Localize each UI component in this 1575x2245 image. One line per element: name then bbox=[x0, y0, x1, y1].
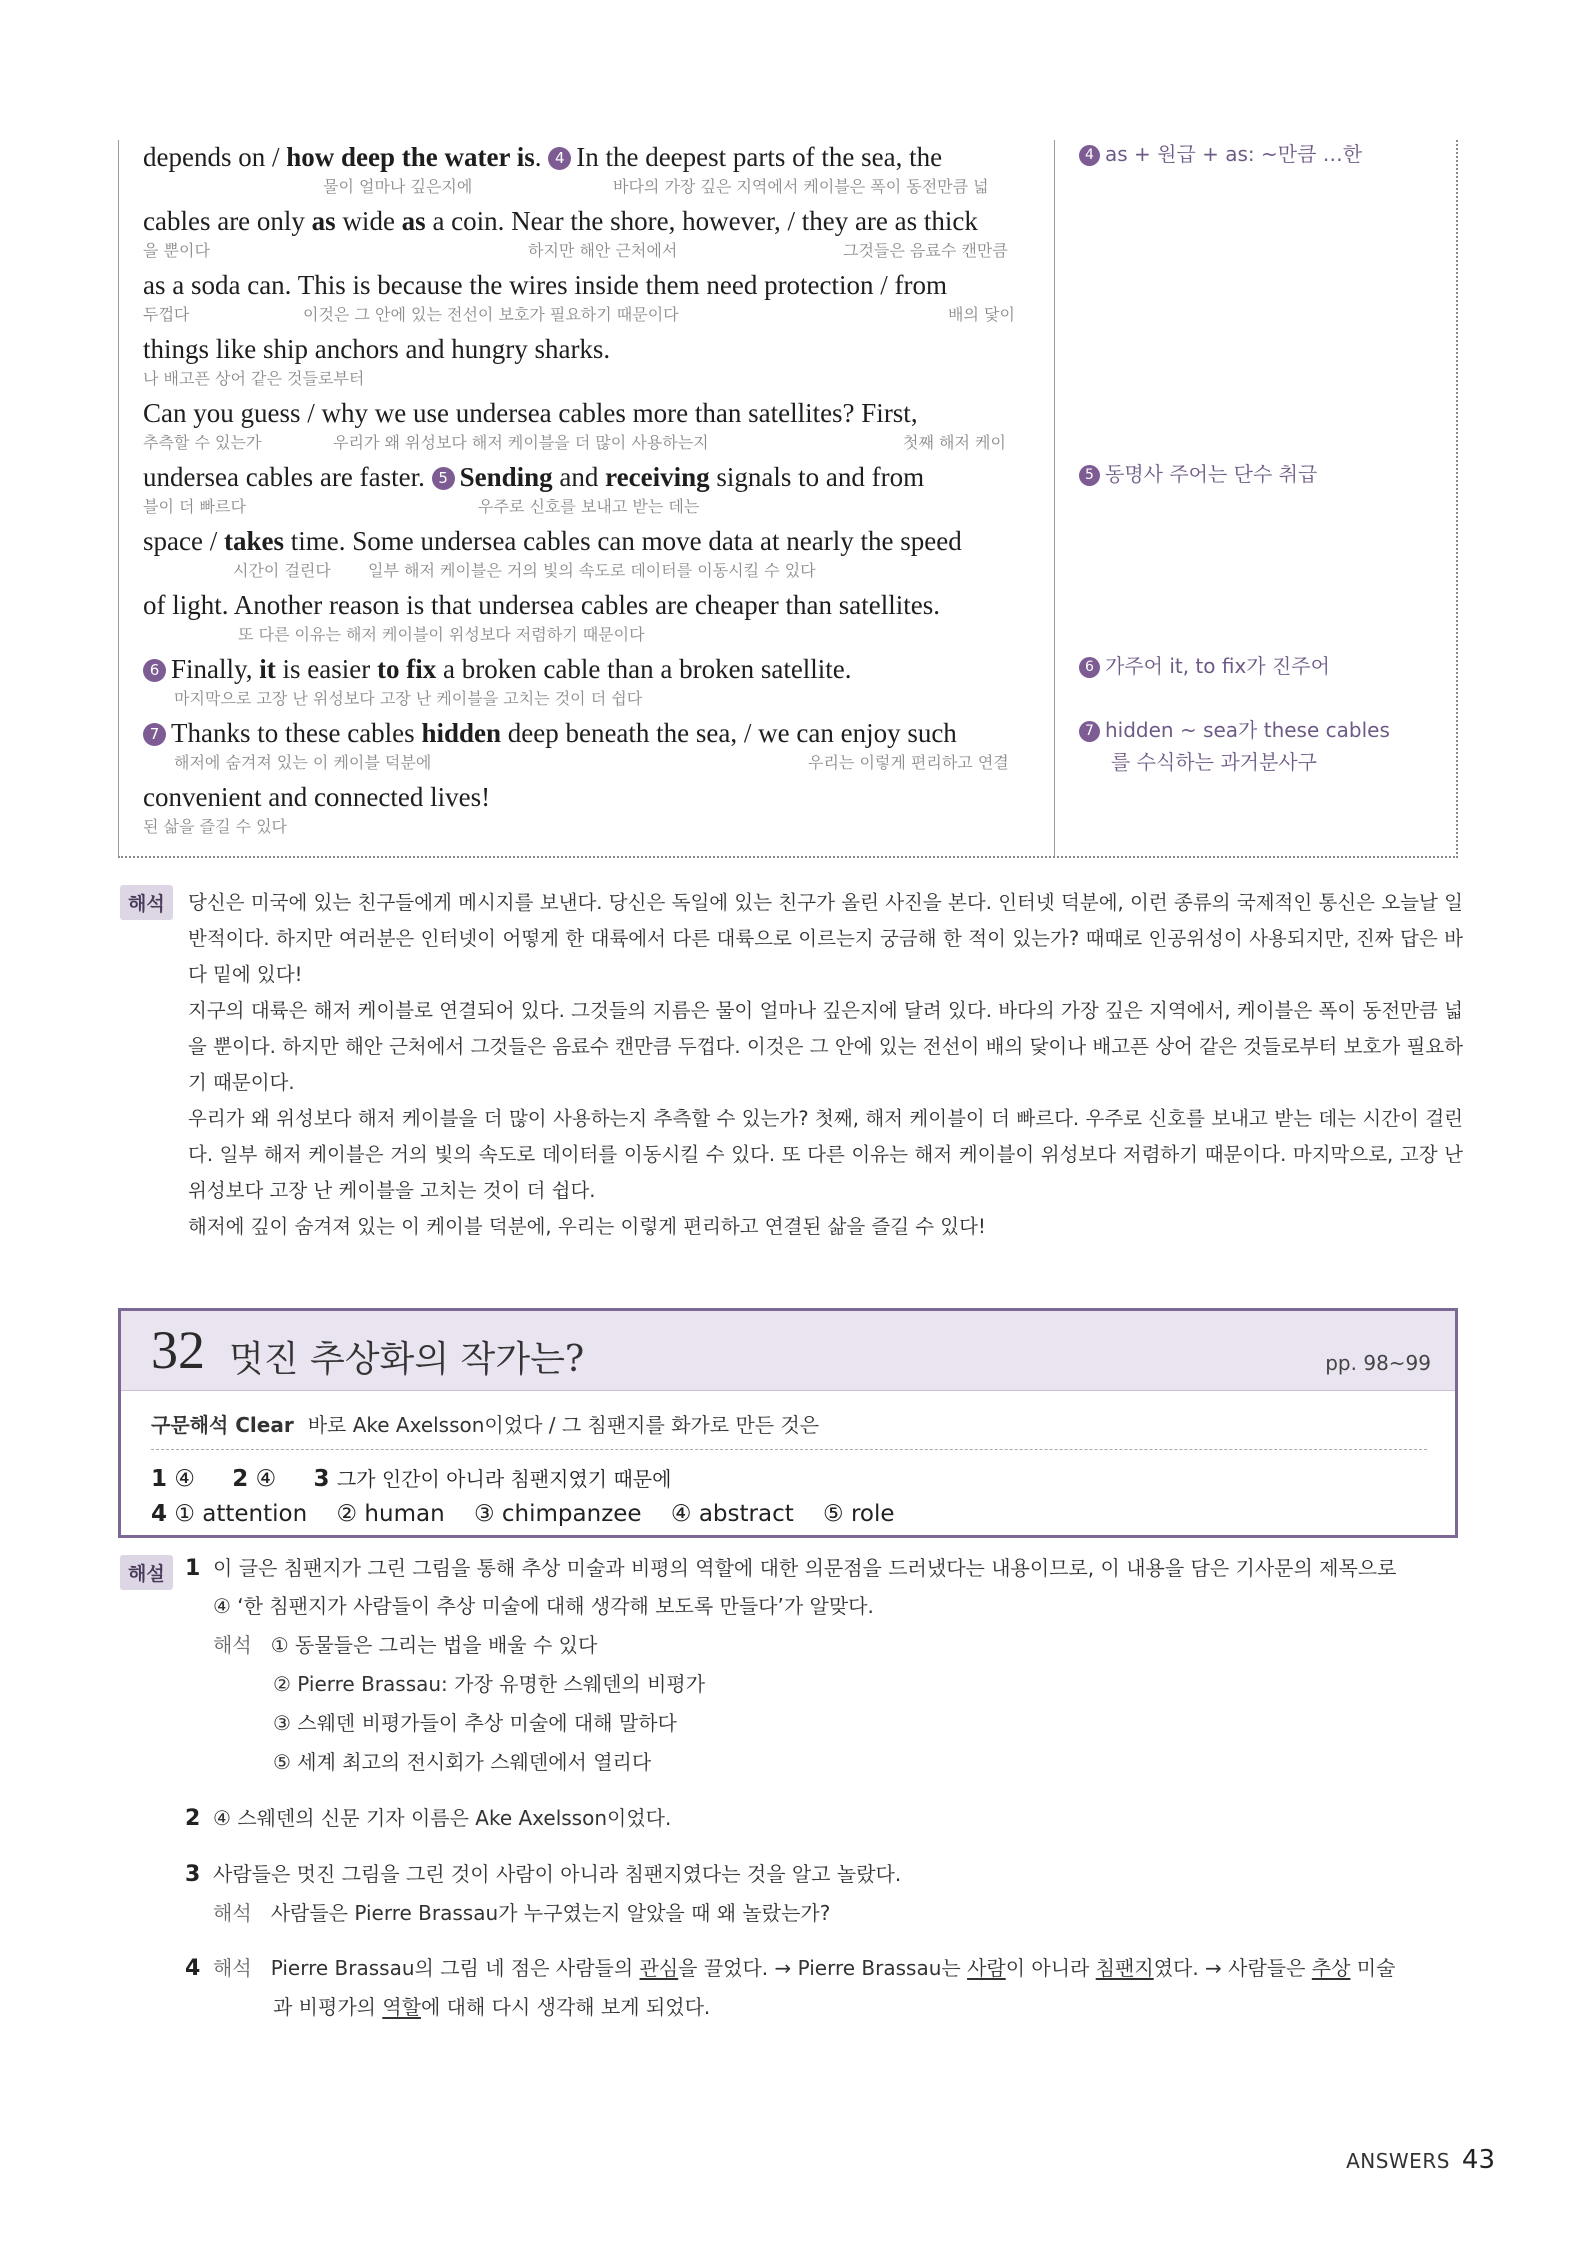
english-text: things like ship anchors and hungry sharks. bbox=[143, 334, 611, 364]
english-line bbox=[143, 204, 1038, 238]
option-text: ② Pierre Brassau: 가장 유명한 스웨덴의 비평가 bbox=[273, 1672, 706, 1696]
korean-gloss: 해저에 숨겨져 있는 이 케이블 덕분에 bbox=[174, 753, 432, 772]
note-text: 동명사 주어는 단수 취급 bbox=[1105, 462, 1318, 486]
note-text: hidden ~ sea가 these cables bbox=[1105, 718, 1390, 742]
korean-gloss: 물이 얼마나 깊은지에 bbox=[323, 177, 473, 196]
korean-gloss-line bbox=[143, 558, 1038, 580]
sentence-line bbox=[143, 780, 1038, 844]
english-text: convenient and connected lives! bbox=[143, 782, 491, 812]
q2-line bbox=[185, 1803, 671, 1834]
note-text: as + 원급 + as: ~만큼 …한 bbox=[1105, 142, 1363, 166]
english-text: Can you guess / why we use undersea cables more than satellites? First, bbox=[143, 398, 918, 428]
korean-gloss-line bbox=[143, 750, 1038, 772]
korean-gloss: 을 뿐이다 bbox=[143, 241, 210, 260]
sentence-line bbox=[143, 716, 1038, 780]
english-text: Thanks to these cables hidden deep beneath the sea, / we can enjoy such bbox=[171, 718, 957, 748]
q3-line bbox=[213, 1898, 830, 1928]
english-line bbox=[143, 588, 1038, 622]
q4-underlined: 침팬지 bbox=[1095, 1956, 1154, 1980]
q4-line bbox=[185, 1953, 1395, 1984]
translation-paragraph: 우리가 왜 위성보다 해저 케이블을 더 많이 사용하는지 추측할 수 있는가? 첫째, 해저 케이블이 더 빠르다. 우주로 신호를 보내고 받는 데는 시간이 걸린다. 일부 해저 케이블은 거의 빛의 속도로 데이터를 이동시킬 수 있다. 또 다른 이유는 해저 케이블이 위성보다 저렴하기 때문이다. 마지막으로, 고장 난 위성보다 고장 난 케이블을 고치는 것이 더 쉽다. bbox=[188, 1107, 1463, 1202]
translation-block bbox=[188, 885, 1463, 1245]
answer-number: 1 bbox=[151, 1466, 168, 1492]
answers-row-1 bbox=[151, 1463, 671, 1492]
korean-gloss: 우리는 이렇게 편리하고 연결 bbox=[808, 753, 1009, 772]
english-line bbox=[143, 652, 1038, 686]
answer-value: ① attention bbox=[174, 1501, 308, 1527]
korean-gloss: 그것들은 음료수 캔만큼 bbox=[843, 241, 1008, 260]
q4-underlined: 관심 bbox=[639, 1956, 679, 1980]
korean-gloss-line bbox=[143, 430, 1038, 452]
english-line bbox=[143, 460, 1038, 494]
sentence-line bbox=[143, 332, 1038, 396]
sentence-number-badge: 6 bbox=[143, 659, 166, 682]
q3-text: 사람들은 멋진 그림을 그린 것이 사람이 아니라 침팬지였다는 것을 알고 놀랐다. bbox=[213, 1862, 902, 1886]
sentence-line bbox=[143, 652, 1038, 716]
translation-tag: 해석 bbox=[120, 885, 173, 920]
sentence-number-badge: 7 bbox=[1079, 721, 1100, 742]
clear-row bbox=[151, 1409, 819, 1438]
question-number: 2 bbox=[185, 1806, 201, 1831]
grammar-note bbox=[1079, 650, 1330, 682]
translation-label: 해석 bbox=[213, 1956, 252, 1980]
korean-gloss-line bbox=[143, 494, 1038, 516]
english-text: cables are only as wide as a coin. Near the shore, however, / they are as thick bbox=[143, 206, 978, 236]
section-number: 32 bbox=[151, 1320, 205, 1380]
key-phrase: as bbox=[401, 206, 426, 236]
korean-gloss: 우리가 왜 위성보다 해저 케이블을 더 많이 사용하는지 bbox=[333, 433, 709, 452]
key-phrase: it bbox=[259, 654, 276, 684]
grammar-note bbox=[1079, 714, 1390, 778]
sentence-line bbox=[143, 396, 1038, 460]
english-text: of light. Another reason is that undersea cables are cheaper than satellites. bbox=[143, 590, 940, 620]
english-text: depends on / how deep the water is. bbox=[143, 142, 542, 172]
translation-label: 해석 bbox=[213, 1901, 252, 1925]
korean-gloss: 하지만 해안 근처에서 bbox=[528, 241, 678, 260]
korean-gloss: 우주로 신호를 보내고 받는 데는 bbox=[478, 497, 700, 516]
q3-translation: 사람들은 Pierre Brassau가 누구였는지 알았을 때 왜 놀랐는가? bbox=[270, 1901, 831, 1925]
korean-gloss: 이것은 그 안에 있는 전선이 보호가 필요하기 때문이다 bbox=[303, 305, 679, 324]
korean-gloss: 마지막으로 고장 난 위성보다 고장 난 케이블을 고치는 것이 더 쉽다 bbox=[174, 689, 643, 708]
korean-gloss: 또 다른 이유는 해저 케이블이 위성보다 저렴하기 때문이다 bbox=[238, 625, 645, 644]
korean-gloss: 두껍다 bbox=[143, 305, 190, 324]
q1-option bbox=[273, 1747, 651, 1777]
q2-text: ④ 스웨덴의 신문 기자 이름은 Ake Axelsson이었다. bbox=[213, 1806, 672, 1830]
option-text: ① 동물들은 그리는 법을 배울 수 있다 bbox=[270, 1633, 598, 1657]
q4-line bbox=[273, 1992, 710, 2022]
english-text: Finally, it is easier to fix a broken cable than a broken satellite. bbox=[171, 654, 852, 684]
korean-gloss: 첫째 해저 케이 bbox=[903, 433, 1006, 452]
english-text: Sending and receiving signals to and from bbox=[459, 462, 925, 492]
translation-label: 해석 bbox=[213, 1633, 252, 1657]
english-text: undersea cables are faster. bbox=[143, 462, 425, 492]
answer-value: ④ bbox=[174, 1466, 195, 1492]
sentence-number-badge: 7 bbox=[143, 723, 166, 746]
question-number: 1 bbox=[185, 1556, 201, 1581]
page-range: pp. 98~99 bbox=[1325, 1351, 1431, 1375]
reading-passage bbox=[143, 140, 1038, 844]
q1-text: ④ ‘한 침팬지가 사람들이 추상 미술에 대해 생각해 보도록 만들다’가 알맞다. bbox=[213, 1594, 874, 1618]
key-phrase: as bbox=[311, 206, 336, 236]
dashed-divider bbox=[151, 1449, 1427, 1450]
sentence-line bbox=[143, 140, 1038, 204]
korean-gloss: 된 삶을 즐길 수 있다 bbox=[143, 817, 287, 836]
translation-paragraph: 해저에 깊이 숨겨져 있는 이 케이블 덕분에, 우리는 이렇게 편리하고 연결된 삶을 즐길 수 있다! bbox=[188, 1215, 986, 1238]
answer-value: ④ bbox=[255, 1466, 277, 1492]
english-line bbox=[143, 524, 1038, 558]
q4-underlined: 역할 bbox=[382, 1995, 421, 2019]
sentence-number-badge: 4 bbox=[1079, 145, 1100, 166]
note-text: 를 수식하는 과거분사구 bbox=[1111, 750, 1317, 774]
section-header bbox=[121, 1311, 1455, 1391]
answer-number: 4 bbox=[151, 1501, 168, 1527]
answer-value: 그가 인간이 아니라 침팬지였기 때문에 bbox=[336, 1467, 672, 1491]
korean-gloss-line bbox=[143, 302, 1038, 324]
korean-gloss: 블이 더 빠르다 bbox=[143, 497, 246, 516]
english-line bbox=[143, 332, 1038, 366]
q4-text: 에 대해 다시 생각해 보게 되었다. bbox=[420, 1995, 711, 2019]
korean-gloss-line bbox=[143, 686, 1038, 708]
key-phrase: to fix bbox=[376, 654, 437, 684]
grammar-note bbox=[1079, 458, 1317, 490]
korean-gloss: 나 배고픈 상어 같은 것들로부터 bbox=[143, 369, 365, 388]
sentence-line bbox=[143, 460, 1038, 524]
key-phrase: takes bbox=[223, 526, 284, 556]
korean-gloss-line bbox=[143, 622, 1038, 644]
footer-label: ANSWERS bbox=[1346, 2149, 1450, 2173]
answer-value: ③ chimpanzee bbox=[473, 1501, 642, 1527]
sentence-line bbox=[143, 588, 1038, 652]
english-line bbox=[143, 780, 1038, 814]
q1-text: 이 글은 침팬지가 그린 그림을 통해 추상 미술과 비평의 역할에 대한 의문점을 드러냈다는 내용이므로, 이 내용을 담은 기사문의 제목으로 bbox=[213, 1556, 1397, 1580]
answer-section-box bbox=[118, 1308, 1458, 1538]
answer-value: ④ abstract bbox=[670, 1501, 794, 1527]
q4-text: 미술 bbox=[1350, 1956, 1396, 1980]
key-phrase: Sending bbox=[459, 462, 553, 492]
korean-gloss: 추측할 수 있는가 bbox=[143, 433, 262, 452]
english-text: as a soda can. This is because the wires inside them need protection / from bbox=[143, 270, 948, 300]
q1-option bbox=[273, 1708, 677, 1738]
q4-text: 을 끌었다. → Pierre Brassau는 bbox=[678, 1956, 968, 1980]
key-phrase: receiving bbox=[605, 462, 710, 492]
korean-gloss: 바다의 가장 깊은 지역에서 케이블은 폭이 동전만큼 넓 bbox=[613, 177, 989, 196]
section-title: 멋진 추상화의 작가는? bbox=[229, 1339, 585, 1380]
q1-option bbox=[213, 1630, 597, 1660]
sentence-line bbox=[143, 268, 1038, 332]
clear-text: 바로 Ake Axelsson이었다 / 그 침팬지를 화가로 만든 것은 bbox=[307, 1413, 820, 1437]
sentence-number-badge: 4 bbox=[548, 147, 571, 170]
english-line bbox=[143, 716, 1038, 750]
sentence-number-badge: 5 bbox=[1079, 465, 1100, 486]
column-divider bbox=[1054, 140, 1055, 856]
key-phrase: hidden bbox=[421, 718, 501, 748]
q4-underlined: 사람 bbox=[967, 1956, 1006, 1980]
grammar-note bbox=[1079, 138, 1362, 170]
option-text: ③ 스웨덴 비평가들이 추상 미술에 대해 말하다 bbox=[273, 1711, 677, 1735]
korean-gloss: 시간이 걸린다 bbox=[233, 561, 331, 580]
q4-text: Pierre Brassau의 그림 네 점은 사람들의 bbox=[270, 1956, 640, 1980]
reading-box bbox=[118, 140, 1458, 858]
translation-paragraph: 당신은 미국에 있는 친구들에게 메시지를 보낸다. 당신은 독일에 있는 친구가 올린 사진을 본다. 인터넷 덕분에, 이런 종류의 국제적인 통신은 오늘날 일반적이다. 하지만 여러분은 인터넷이 어떻게 한 대륙에서 다른 대륙으로 이르는지 궁금해 한 적이 있는가? 때때로 인공위성이 사용되지만, 진짜 답은 바다 밑에 있다! bbox=[188, 891, 1463, 986]
q4-text: 이 아니라 bbox=[1005, 1956, 1096, 1980]
sentence-line bbox=[143, 204, 1038, 268]
q4-text: 였다. → 사람들은 bbox=[1153, 1956, 1312, 1980]
translation-paragraph: 지구의 대륙은 해저 케이블로 연결되어 있다. 그것들의 지름은 물이 얼마나 깊은지에 달려 있다. 바다의 가장 깊은 지역에서, 케이블은 폭이 동전만큼 넓을 뿐이다. 하지만 해안 근처에서 그것들은 음료수 캔만큼 두껍다. 이것은 그 안에 있는 전선이 배의 닻이나 배고픈 상어 같은 것들로부터 보호가 필요하기 때문이다. bbox=[188, 999, 1463, 1094]
option-text: ⑤ 세계 최고의 전시회가 스웨덴에서 열리다 bbox=[273, 1750, 652, 1774]
korean-gloss-line bbox=[143, 174, 1038, 196]
explanation-tag: 해설 bbox=[120, 1555, 173, 1590]
q4-text: 과 비평가의 bbox=[273, 1995, 383, 2019]
answer-number: 3 bbox=[313, 1466, 330, 1492]
answer-value: ② human bbox=[336, 1501, 445, 1527]
question-number: 3 bbox=[185, 1862, 201, 1887]
q1-line bbox=[213, 1591, 874, 1621]
note-text: 가주어 it, to fix가 진주어 bbox=[1105, 654, 1330, 678]
sentence-number-badge: 5 bbox=[432, 467, 455, 490]
korean-gloss: 배의 닻이 bbox=[948, 305, 1015, 324]
korean-gloss-line bbox=[143, 366, 1038, 388]
answer-number: 2 bbox=[232, 1466, 249, 1492]
english-line bbox=[143, 268, 1038, 302]
english-text: In the deepest parts of the sea, the bbox=[576, 142, 943, 172]
page-footer bbox=[1346, 2145, 1495, 2175]
sentence-number-badge: 6 bbox=[1079, 657, 1100, 678]
korean-gloss-line bbox=[143, 238, 1038, 260]
korean-gloss-line bbox=[143, 814, 1038, 836]
page-number: 43 bbox=[1461, 2145, 1495, 2175]
sentence-line bbox=[143, 524, 1038, 588]
clear-label: 구문해석 Clear bbox=[151, 1413, 294, 1437]
key-phrase: how deep the water is bbox=[286, 142, 535, 172]
english-line bbox=[143, 396, 1038, 430]
q3-line bbox=[185, 1859, 901, 1890]
question-number: 4 bbox=[185, 1956, 201, 1981]
english-line bbox=[143, 140, 1038, 174]
q4-underlined: 추상 bbox=[1311, 1956, 1351, 1980]
answer-value: ⑤ role bbox=[823, 1501, 895, 1527]
q1-option bbox=[273, 1669, 705, 1699]
korean-gloss: 일부 해저 케이블은 거의 빛의 속도로 데이터를 이동시킬 수 있다 bbox=[368, 561, 816, 580]
english-text: space / takes time. Some undersea cables can move data at nearly the speed bbox=[143, 526, 962, 556]
answers-row-2 bbox=[151, 1501, 895, 1527]
q1-line bbox=[185, 1553, 1396, 1584]
